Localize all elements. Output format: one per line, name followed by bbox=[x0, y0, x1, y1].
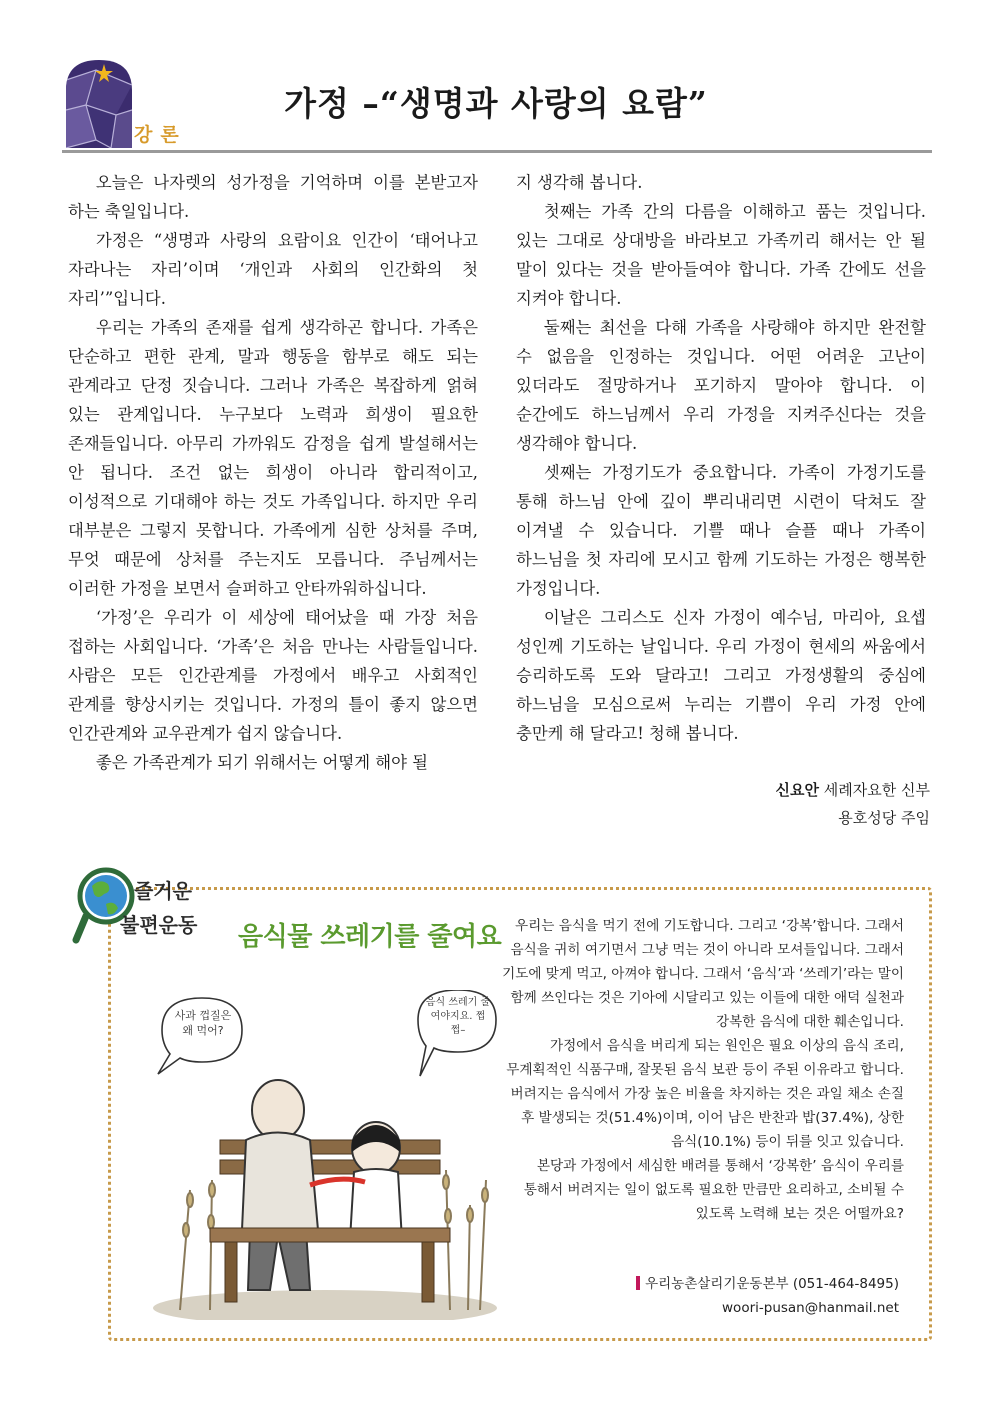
campaign-paragraph: 가정에서 음식을 버리게 되는 원인은 필요 이상의 음식 조리, 무계획적인 식품구매, 잘못된 음식 보관 등이 주된 이유라고 합니다. 버려지는 음식에서 가장 높은 비율을 차지하는 것은 과일 채소 손질 후 발생되는 것(51.4%)이며, 이어 남은 반찬과 밥(37.4%), 상한 음식(10.1%) 등이 뒤를 잇고 있습니다. bbox=[506, 1038, 904, 1150]
author-name: 신요안 bbox=[775, 781, 820, 799]
campaign-paragraph: 우리는 음식을 먹기 전에 기도합니다. 그리고 ‘강복’합니다. 그래서 음식을 귀히 여기면서 그냥 먹는 것이 아니라 모셔들입니다. 그래서 기도에 맞게 먹고, 아껴야 합니다. 그래서 ‘음식’과 ‘쓰레기’라는 말이 함께 쓰인다는 것은 기아에 시달리고 있는 이들에 대한 애덕 실천과 강복한 음식에 대한 훼손입니다. bbox=[502, 918, 904, 1030]
sermon-paragraph: 이날은 그리스도 신자 가정이 예수님, 마리아, 요셉 성인께 기도하는 날입니다. 우리 가정이 현세의 싸움에서 승리하도록 도와 달라고! 그리고 가정생활의 중심에 하느님을 모심으로써 누리는 기쁨이 우리 가정 안에 충만케 해 달라고! 청해 봅니다. bbox=[516, 608, 926, 743]
accent-bar bbox=[636, 1276, 640, 1290]
campaign-logo bbox=[72, 860, 212, 960]
speech-bubble-left: 사과 껍질은 왜 먹어? bbox=[174, 1009, 232, 1037]
page-title: 가정 –“생명과 사랑의 요람” bbox=[284, 84, 708, 123]
author-role: 세례자요한 신부 bbox=[823, 781, 930, 799]
speech-bubble-right: 음식 쓰레기 줄여야지요. 쩝쩝– bbox=[425, 997, 491, 1036]
campaign-title: 음식물 쓰레기를 줄여요 bbox=[238, 922, 502, 952]
header-divider bbox=[62, 150, 932, 153]
sermon-paragraph: 첫째는 가족 간의 다름을 이해하고 품는 것입니다. 있는 그대로 상대방을 바라보고 가족끼리 해서는 안 될 말이 있다는 것을 받아들여야 합니다. 가족 간에도 선을 지켜야 합니다. bbox=[516, 202, 926, 308]
sermon-paragraph: ‘가정’은 우리가 이 세상에 태어났을 때 가장 처음 접하는 사회입니다. ‘가족’은 처음 만나는 사람들입니다. 사람은 모든 인간관계를 가정에서 배우고 사회적인 관계를 향상시키는 것입니다. 가정의 틀이 좋지 않으면 인간관계와 교우관계가 쉽지 않습니다. bbox=[68, 608, 478, 743]
sermon-paragraph: 가정은 “생명과 사랑의 요람이요 인간이 ‘태어나고 자라나는 자리’이며 ‘개인과 사회의 인간화의 첫 자리’”입니다. bbox=[68, 231, 478, 308]
bench-illustration bbox=[150, 990, 500, 1320]
campaign-body bbox=[500, 914, 904, 1226]
campaign-logo-text-1: 즐거운 bbox=[134, 879, 192, 903]
section-tag: 강론 bbox=[134, 124, 187, 146]
campaign-logo-text-2: 불편운동 bbox=[120, 913, 198, 937]
author-parish: 용호성당 주임 bbox=[838, 809, 930, 827]
campaign-contact bbox=[636, 1272, 899, 1320]
sermon-column-right bbox=[516, 168, 926, 748]
contact-email: woori-pusan@hanmail.net bbox=[722, 1300, 899, 1316]
contact-org: 우리농촌살리기운동본부 (051-464-8495) bbox=[645, 1276, 899, 1292]
sermon-paragraph: 둘째는 최선을 다해 가족을 사랑해야 하지만 완전할 수 없음을 인정하는 것입니다. 어떤 어려운 고난이 있더라도 절망하거나 포기하지 말아야 합니다. 이 순간에도 하느님께서 우리 가정을 지켜주신다는 것을 생각해야 합니다. bbox=[516, 318, 926, 453]
campaign-paragraph: 본당과 가정에서 세심한 배려를 통해서 ‘강복한’ 음식이 우리를 통해서 버려지는 일이 없도록 필요한 만큼만 요리하고, 소비될 수 있도록 노력해 보는 것은 어떨까요? bbox=[523, 1158, 904, 1222]
sermon-paragraph: 오늘은 나자렛의 성가정을 기억하며 이를 본받고자 하는 축일입니다. bbox=[68, 173, 478, 221]
sermon-paragraph: 셋째는 가정기도가 중요합니다. 가족이 가정기도를 통해 하느님 안에 깊이 뿌리내리면 시련이 닥쳐도 잘 이겨낼 수 있습니다. 기쁠 때나 슬플 때나 가족이 하느님을 첫 자리에 모시고 함께 기도하는 가정은 행복한 가정입니다. bbox=[516, 463, 926, 598]
signature bbox=[776, 776, 930, 832]
sermon-paragraph: 우리는 가족의 존재를 쉽게 생각하곤 합니다. 가족은 단순하고 편한 관계, 말과 행동을 함부로 해도 되는 관계라고 단정 짓습니다. 그러나 가족은 복잡하게 얽혀 있는 관계입니다. 누구보다 노력과 희생이 필요한 존재들입니다. 아무리 가까워도 감정을 쉽게 발설해서는 안 됩니다. 조건 없는 희생이 아니라 합리적이고, 이성적으로 기대해야 하는 것도 가족입니다. 하지만 우리 대부분은 그렇지 못합니다. 가족에게 심한 상처를 주며, 무엇 때문에 상처를 주는지도 모릅니다. 주님께서는 이러한 가정을 보면서 슬퍼하고 안타까워하십니다. bbox=[68, 318, 478, 598]
sermon-column-left bbox=[68, 168, 478, 777]
sermon-paragraph: 지 생각해 봅니다. bbox=[516, 173, 643, 192]
sermon-paragraph: 좋은 가족관계가 되기 위해서는 어떻게 해야 될 bbox=[95, 753, 428, 772]
